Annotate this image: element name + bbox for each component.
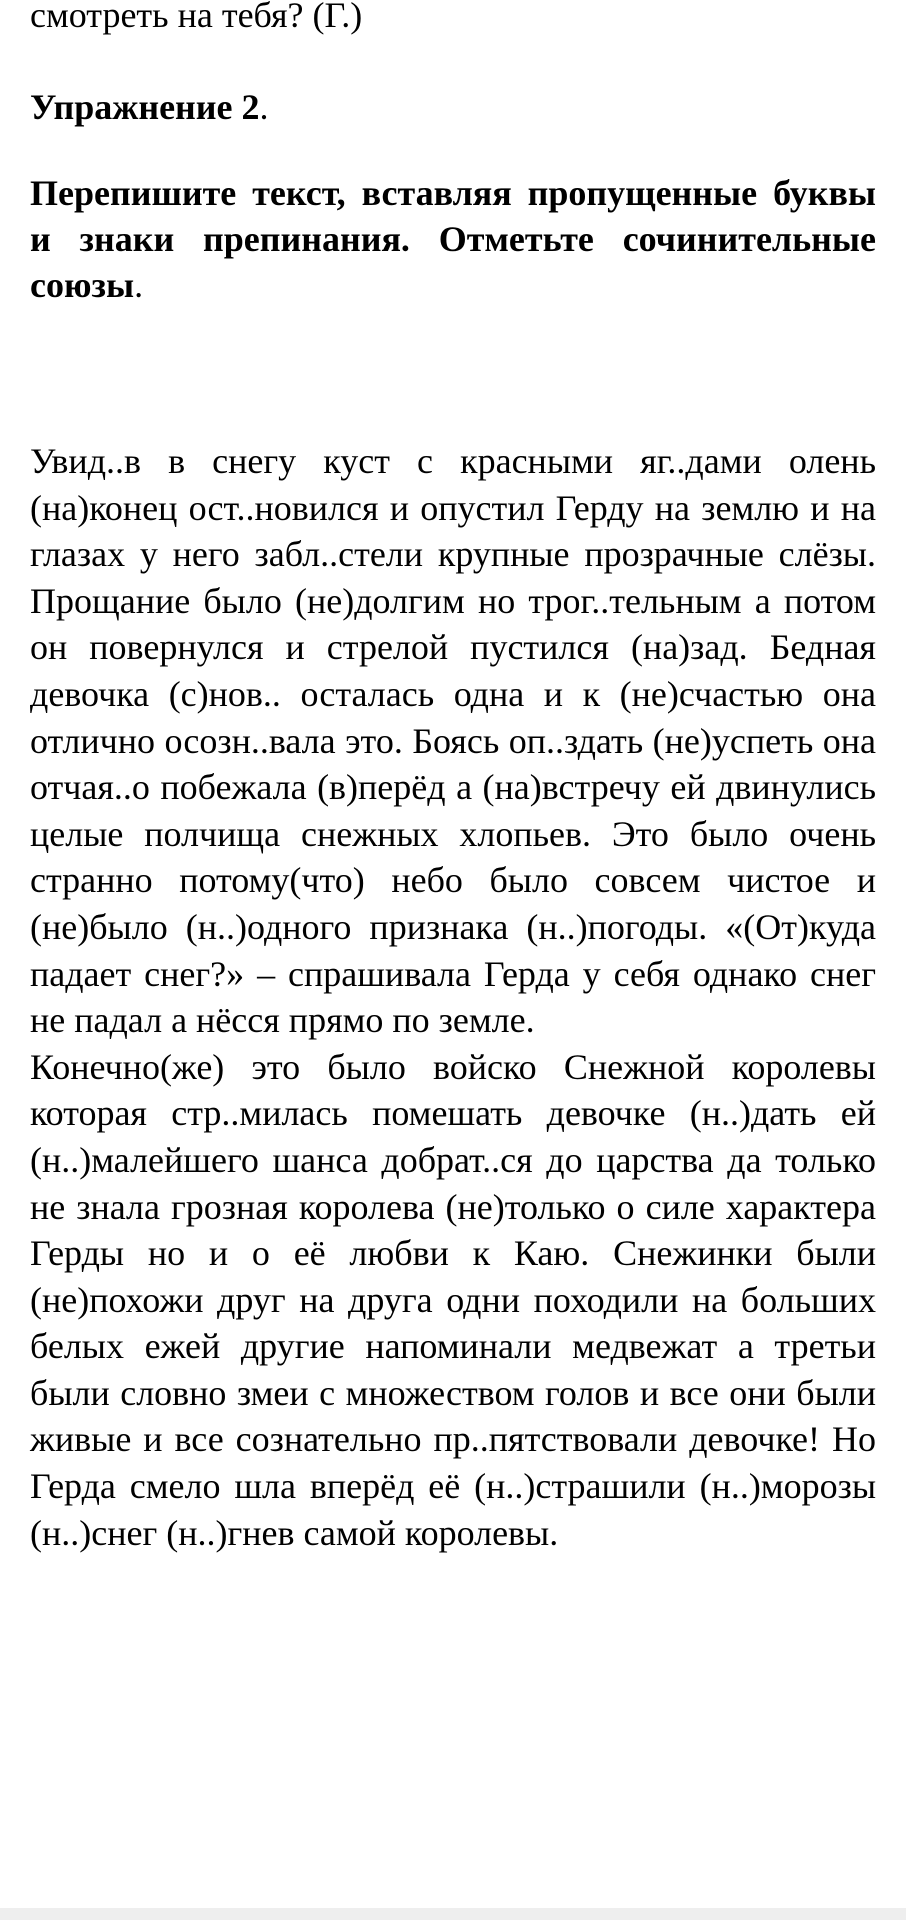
bottom-scroll-bar <box>0 1908 906 1920</box>
exercise-task-dot: . <box>134 265 144 305</box>
exercise-body-text <box>30 438 876 1556</box>
exercise-title-text: Упражнение 2 <box>30 87 260 127</box>
exercise-title-dot: . <box>259 87 269 127</box>
exercise-task <box>30 170 876 308</box>
paragraph-1: Увид..в в снегу куст с красными яг..дами олень (на)конец ост..новился и опустил Герду на землю и на глазах у него забл..стели крупные прозрачные слёзы. Прощание было (не)долгим но трог..тельным а потом он повернулся и стрелой пустился (на)зад. Бедная девочка (с)нов.. осталась одна и к (не)счастью она отлично осозн..вала это. Боясь оп..здать (не)успеть она отчая..о побежала (в)перёд а (на)встречу ей двинулись целые полчища снежных хлопьев. Это было очень странно потому(что) небо было совсем чистое и (не)было (н..)одного признака (н..)погоды. «(От)куда падает снег?» – спрашивала Герда у себя однако снег не падал а нёсся прямо по земле. <box>30 441 876 1041</box>
previous-text-line: смотреть на тебя? (Г.) <box>30 0 363 35</box>
paragraph-2: Конечно(же) это было войско Снежной королевы которая стр..милась помешать девочке (н..)дать ей (н..)малейшего шанса добрат..ся до царства да только не знала грозная королева (не)только о силе характера Герды но и о её любви к Каю. Снежинки были (не)похожи друг на друга одни походили на больших белых ежей другие напоминали медвежат а третьи были словно змеи с множеством голов и все они были живые и все сознательно пр..пятствовали девочке! Но Герда смело шла вперёд её (н..)страшили (н..)морозы (н..)снег (н..)гнев самой королевы. <box>30 1046 876 1553</box>
exercise-title <box>30 84 269 130</box>
exercise-task-text: Перепишите текст, вставляя пропущенные буквы и знаки препинания. Отметьте сочинительные союзы <box>30 173 876 305</box>
